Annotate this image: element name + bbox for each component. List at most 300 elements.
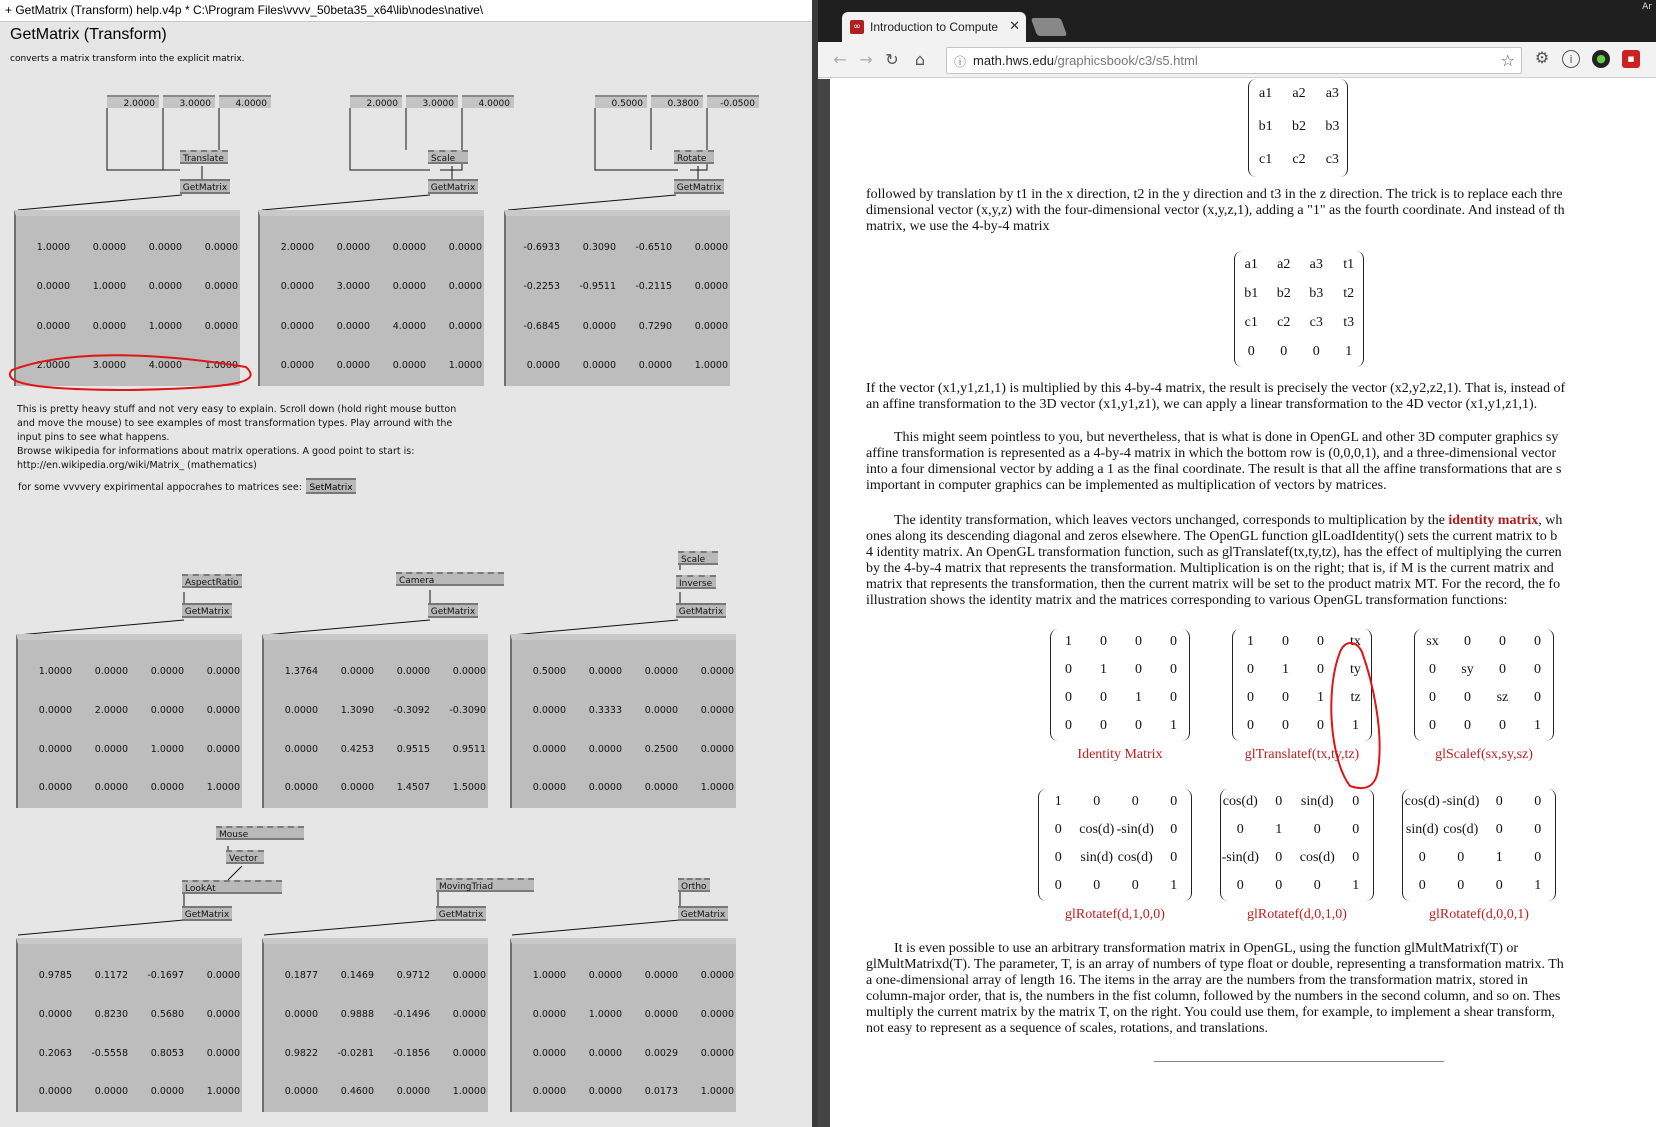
back-arrow-icon[interactable]: ← (833, 50, 847, 69)
matrix-cell: 0 (1236, 822, 1244, 837)
matrix-cell: 0.0000 (150, 782, 184, 794)
text-line: glMultMatrixd(T). The parameter, T, is an array of numbers of type float or double, representing a transformation matrix. Th (866, 957, 1564, 972)
matrix-cell: 0.4600 (340, 1086, 374, 1098)
matrix-cell: b1 (1244, 285, 1259, 301)
matrix-cell: 0.0000 (92, 242, 126, 253)
matrix-cell: 0.0000 (340, 782, 374, 794)
matrix-cell: 0 (1313, 822, 1321, 837)
text-line: matrix, we use the 4-by-4 matrix (866, 219, 1050, 234)
matrix-cell: -0.3092 (393, 704, 430, 716)
paragraph (866, 187, 1656, 235)
text-line: matrix that represents the transformation, then the current matrix will be set to the product matrix MT. For the record, the fo (866, 577, 1561, 592)
matrix-cell: tz (1350, 690, 1361, 705)
matrix-cell: cos(d) (1079, 822, 1115, 837)
matrix-cell: 0.0000 (38, 782, 72, 794)
matrix-cell: 1.0000 (150, 743, 184, 755)
matrix-cell: 0.0000 (94, 782, 128, 794)
matrix-cell: 0.0000 (588, 743, 622, 755)
help-line: and move the mouse) to see examples of most transformation types. Play arround with the (17, 418, 453, 429)
lookat-node[interactable]: LookAt (182, 880, 282, 894)
vvvv-title-bar: + GetMatrix (Transform) help.v4p * C:\Program Files\vvvv_50beta35_x64\lib\nodes\native\ (0, 0, 818, 22)
matrix-cell: 0.0000 (392, 360, 426, 372)
matrix-cell: 0.0000 (336, 242, 370, 253)
getmatrix-node[interactable]: GetMatrix (674, 179, 724, 194)
matrix-cell: 0.0000 (582, 360, 616, 372)
matrix-cell: -0.0281 (337, 1047, 374, 1059)
matrix-cell: 0.0000 (694, 242, 728, 253)
matrix-cell: 1.0000 (452, 1086, 486, 1098)
matrix-cell: 1 (1345, 343, 1353, 359)
matrix-cell: a1 (1259, 86, 1273, 102)
text-line: ones along its descending diagonal and zeros elsewhere. The OpenGL function glLoadIdentity() sets the current matrix to b (866, 529, 1558, 544)
matrix-cell: 0 (1534, 794, 1542, 809)
getmatrix-node[interactable]: GetMatrix (678, 906, 728, 921)
rotate-pitch-input[interactable]: 0.5000 (595, 95, 647, 108)
matrix-cell: 0.0000 (700, 666, 734, 677)
matrix-cell: 0.0000 (150, 666, 184, 677)
matrix-cell: 0.0000 (36, 281, 70, 293)
matrix-cell: 1.0000 (204, 360, 238, 372)
matrix-cell: 0 (1282, 690, 1289, 705)
matrix-cell: 0.0000 (94, 666, 128, 677)
paragraph (866, 430, 1656, 494)
getmatrix-node[interactable]: GetMatrix (428, 603, 478, 618)
text-line: column-major order, that is, the numbers in the fist column, followed by the numbers in the second column, and so on. Thes (866, 989, 1561, 1004)
browser-window (818, 0, 1656, 1127)
matrix-cell: 0 (1534, 822, 1542, 837)
translate-x-input[interactable]: 2.0000 (107, 95, 159, 108)
matrix-cell: 1 (1352, 718, 1359, 733)
matrix-cell: 0.1469 (340, 970, 374, 981)
translate-matrix-figure (1232, 629, 1372, 741)
matrix-cell: 0 (1534, 850, 1542, 865)
matrix-cell: 0.0029 (644, 1047, 678, 1059)
figure-caption: glRotatef(d,0,1,0) (1247, 907, 1347, 922)
matrix-cell: 1.0000 (700, 1086, 734, 1098)
matrix-cell: 0 (1054, 850, 1062, 865)
matrix-cell: 0.0000 (336, 320, 370, 332)
rotate-yaw-input[interactable]: 0.3800 (651, 95, 703, 108)
matrix-cell: -0.5558 (91, 1047, 128, 1059)
extension-badge-icon[interactable]: ▪ (1622, 50, 1640, 68)
text-line: dimensional vector (x,y,z) with the four-dimensional vector (x,y,z,1), adding a "1" as the fourth coordinate. And instead of th (866, 203, 1565, 218)
matrix-cell: 1.0000 (694, 360, 728, 372)
matrix-cell: 0 (1534, 634, 1541, 649)
matrix-cell: b2 (1291, 119, 1306, 134)
forward-arrow-icon[interactable]: → (859, 50, 873, 69)
text-line: multiply the current matrix by the matrix T, on the right. You could use them, for example, to implement a shear transform, (866, 1005, 1555, 1020)
matrix-cell: sy (1461, 662, 1474, 677)
figure-caption: glTranslatef(tx,ty,tz) (1244, 747, 1360, 762)
movingtriad-node[interactable]: MovingTriad (436, 878, 534, 892)
matrix-cell: 0.0000 (38, 1086, 72, 1098)
matrix-cell: 0.0000 (532, 743, 566, 755)
matrix-cell: 0 (1317, 718, 1324, 733)
matrix-cell: t2 (1343, 285, 1355, 301)
ortho-node[interactable]: Ortho (678, 878, 710, 892)
matrix-cell: 0.0000 (532, 704, 566, 716)
matrix-display-translate (14, 210, 240, 386)
matrix-cell: 0.1877 (284, 970, 318, 981)
matrix-cell: 1.3764 (284, 666, 318, 677)
matrix-cell: -0.6845 (523, 320, 560, 332)
matrix-cell: 4.0000 (392, 320, 426, 332)
getmatrix-node[interactable]: GetMatrix (182, 603, 232, 618)
matrix-cell: 0 (1135, 634, 1142, 649)
matrix-cell: 0 (1429, 718, 1436, 733)
patch-subtitle: converts a matrix transform into the explicit matrix. (10, 54, 245, 64)
matrix-cell: 0 (1499, 662, 1506, 677)
identity-matrix-link[interactable]: identity matrix (1448, 513, 1539, 528)
matrix-cell: 0.0000 (148, 281, 182, 293)
matrix-cell: 4.0000 (148, 360, 182, 372)
text-line: 4 identity matrix. An OpenGL transformation function, such as glTranslatef(tx,ty,tz), has the effect of multiplying the curren (866, 545, 1562, 560)
vertical-scrollbar[interactable] (818, 79, 830, 1127)
figure-caption: glRotatef(d,1,0,0) (1065, 907, 1165, 922)
gear-icon[interactable]: ⚙ (1534, 48, 1550, 67)
tab-strip (818, 0, 1656, 42)
matrix-cell: 0 (1317, 662, 1324, 677)
matrix-cell: 0 (1495, 822, 1503, 837)
matrix-cell: -0.1697 (147, 970, 184, 981)
matrix-cell: 0 (1275, 878, 1283, 893)
matrix-cell: 0.0000 (588, 782, 622, 794)
rotate-roll-input[interactable]: -0.0500 (707, 95, 759, 108)
matrix-cell: cos(d) (1404, 794, 1440, 809)
scale-y-input[interactable]: 3.0000 (406, 95, 458, 108)
identity-matrix-figure (1050, 629, 1190, 741)
matrix-cell: -0.1496 (393, 1008, 430, 1020)
matrix-cell: 0.0000 (206, 1008, 240, 1020)
figure-caption: glScalef(sx,sy,sz) (1435, 747, 1533, 762)
matrix-cell: 0.8230 (94, 1008, 128, 1020)
matrix-cell: 0.5000 (532, 666, 566, 677)
text-line: not easy to represent as a sequence of scales, rotations, and translations. (866, 1021, 1268, 1036)
matrix-cell: 1 (1135, 690, 1142, 705)
rotate-z-matrix-figure (1402, 789, 1556, 901)
matrix-display-ortho (510, 938, 736, 1112)
reload-icon[interactable]: ↻ (885, 50, 899, 69)
matrix-cell: -0.6510 (635, 242, 672, 253)
matrix-cell: 0.0000 (700, 1047, 734, 1059)
matrix-cell: 1.0000 (532, 970, 566, 981)
divider (1154, 1061, 1444, 1062)
text-line: followed by translation by t1 in the x direction, t2 in the y direction and t3 in the z direction. The trick is to replace each thre (866, 187, 1563, 202)
matrix-cell: 0 (1352, 822, 1360, 837)
new-tab-button[interactable] (1031, 18, 1068, 36)
matrix-cell: 0.0000 (206, 970, 240, 981)
matrix-cell: -0.1856 (393, 1047, 430, 1059)
vector-node[interactable]: Vector (226, 850, 264, 864)
matrix-cell: 0.0000 (396, 666, 430, 677)
bookmark-star-icon[interactable]: ☆ (1500, 51, 1515, 70)
matrix-cell: 1.0000 (36, 242, 70, 253)
help-line: This is pretty heavy stuff and not very easy to explain. Scroll down (hold right mouse button (17, 404, 457, 415)
matrix-cell: 0 (1170, 822, 1178, 837)
matrix-cell: 0 (1275, 850, 1283, 865)
matrix-cell: 0 (1429, 690, 1436, 705)
close-icon[interactable]: ✕ (1009, 19, 1020, 34)
matrix-cell: 0.0000 (38, 704, 72, 716)
rotate-node[interactable]: Rotate (674, 150, 714, 164)
matrix-cell: 0.0000 (452, 1008, 486, 1020)
mouse-node[interactable]: Mouse (216, 826, 304, 840)
matrix-cell: 0.0000 (280, 360, 314, 372)
matrix-cell: 0 (1236, 878, 1244, 893)
matrix-cell: t3 (1343, 314, 1355, 330)
matrix-cell: 0.0000 (280, 281, 314, 293)
extension-globe-icon[interactable]: ● (1592, 50, 1610, 68)
matrix-cell: 0.0000 (588, 970, 622, 981)
matrix-cell: 0 (1170, 662, 1177, 677)
scale-node[interactable]: Scale (678, 551, 718, 565)
matrix-cell: 0 (1131, 878, 1139, 893)
matrix-cell: 0 (1280, 343, 1288, 359)
profile-label[interactable]: Ar (1642, 2, 1652, 12)
matrix-display-lookat (16, 938, 242, 1112)
info-icon[interactable]: ⓘ (954, 55, 967, 69)
matrix-cell: -0.2115 (635, 281, 672, 293)
matrix-cell: 0 (1282, 634, 1289, 649)
matrix-cell: 0 (1457, 850, 1465, 865)
matrix-cell: 0.0000 (92, 320, 126, 332)
matrix-cell: a1 (1244, 256, 1258, 272)
matrix-cell: 0 (1499, 634, 1506, 649)
matrix-cell: b2 (1276, 285, 1291, 301)
matrix-cell: 0.0000 (206, 1047, 240, 1059)
scale-z-input[interactable]: 4.0000 (462, 95, 514, 108)
matrix-cell: 0.0000 (452, 970, 486, 981)
extension-info-icon[interactable]: i (1562, 50, 1580, 68)
aspectratio-node[interactable]: AspectRatio (182, 574, 242, 588)
matrix-cell: 1.3090 (340, 704, 374, 716)
matrix-display-rotate (504, 210, 730, 386)
inverse-node[interactable]: Inverse (676, 575, 716, 589)
matrix-cell: 1.0000 (206, 782, 240, 794)
matrix-cell: b1 (1258, 119, 1273, 134)
matrix-cell: 1 (1534, 718, 1541, 733)
matrix-cell: 0 (1100, 690, 1107, 705)
rotate-x-matrix-figure (1038, 789, 1192, 901)
matrix-cell: -0.6933 (523, 242, 560, 253)
matrix-cell: 0.0000 (644, 1008, 678, 1020)
scale-node[interactable]: Scale (428, 150, 468, 164)
matrix-cell: 2.0000 (94, 704, 128, 716)
matrix-cell: 0 (1247, 343, 1255, 359)
text-line: into a four dimensional vector by adding a 1 as the final coordinate. The result is that all the affine transformations that are s (866, 462, 1562, 477)
patch-title: GetMatrix (Transform) (10, 26, 167, 43)
matrix-cell: 0.0000 (284, 1008, 318, 1020)
matrix-cell: 1 (1275, 822, 1283, 837)
matrix-cell: 0.0000 (38, 743, 72, 755)
getmatrix-node[interactable]: GetMatrix (180, 179, 230, 194)
tab-title: Introduction to Compute (870, 20, 999, 34)
camera-node[interactable]: Camera (396, 572, 504, 586)
matrix-cell: 1 (1495, 850, 1503, 865)
matrix-cell: 0.0000 (284, 782, 318, 794)
tab-active[interactable] (842, 12, 1026, 42)
matrix-cell: 0 (1352, 850, 1360, 865)
matrix-cell: a3 (1325, 86, 1339, 102)
matrix-cell: 0 (1100, 718, 1107, 733)
matrix-cell: 0 (1429, 662, 1436, 677)
matrix-cell: 0.0000 (94, 743, 128, 755)
vvvv-window (0, 0, 818, 1127)
matrix-cell: 0.9515 (396, 743, 430, 755)
matrix-cell: 0.0000 (644, 782, 678, 794)
matrix-cell: 1.0000 (38, 666, 72, 677)
matrix-cell: a3 (1309, 256, 1323, 272)
matrix-display-scale (258, 210, 484, 386)
matrix-cell: 0.0000 (280, 320, 314, 332)
text-line: a one-dimensional array of length 16. The items in the array are the numbers from the transformation matrix, stored in (866, 973, 1528, 988)
matrix-cell: 1.0000 (700, 782, 734, 794)
matrix-cell: 1.0000 (92, 281, 126, 293)
matrix-cell: 0.0000 (644, 666, 678, 677)
matrix-cell: 0 (1247, 662, 1254, 677)
matrix-cell: 0 (1170, 850, 1178, 865)
matrix-cell: 0.0000 (36, 320, 70, 332)
matrix-cell: 0.0000 (694, 281, 728, 293)
matrix-cell: tx (1350, 634, 1361, 649)
matrix-cell: 1 (1317, 690, 1324, 705)
matrix-cell: -0.2253 (523, 281, 560, 293)
matrix-cell: c3 (1309, 314, 1323, 330)
text-line: This might seem pointless to you, but nevertheless, that is what is done in OpenGL and other 3D computer graphics sy (894, 430, 1559, 445)
matrix-cell: 0.0000 (150, 704, 184, 716)
matrix-cell: 0.1172 (94, 970, 128, 981)
matrix-cell: 0 (1495, 878, 1503, 893)
matrix-cell: 0.0000 (206, 743, 240, 755)
matrix-cell: 0.3090 (582, 242, 616, 253)
matrix-cell: cos(d) (1222, 794, 1258, 809)
setmatrix-node[interactable]: SetMatrix (306, 478, 356, 494)
matrix-cell: cos(d) (1117, 850, 1153, 865)
text-line: It is even possible to use an arbitrary transformation matrix in OpenGL, using the function glMultMatrixf(T) or (894, 941, 1519, 956)
matrix-cell: sz (1496, 690, 1509, 705)
matrix-cell: b3 (1309, 285, 1324, 301)
matrix-cell: 0.0000 (700, 1008, 734, 1020)
matrix-cell: 0.0000 (694, 320, 728, 332)
matrix-cell: 0 (1054, 822, 1062, 837)
matrix-cell: 0.0000 (526, 360, 560, 372)
matrix-cell: 0 (1352, 794, 1360, 809)
matrix-cell: 0 (1065, 662, 1072, 677)
matrix-display-inverse (510, 634, 736, 808)
matrix-cell: 0 (1464, 690, 1471, 705)
matrix-cell: -0.9511 (579, 281, 616, 293)
help-line: input pins to see what happens. (17, 432, 170, 443)
text-line: an affine transformation to the 3D vector (x1,y1,z1), we can apply a linear transformation to the 4D vector (x1,y1,z1,1). (866, 397, 1538, 412)
paragraph (866, 941, 1656, 1037)
matrix-cell: cos(d) (1443, 822, 1479, 837)
matrix-cell: 0.3333 (588, 704, 622, 716)
matrix-cell: 0 (1054, 878, 1062, 893)
matrix-cell: sin(d) (1300, 794, 1334, 809)
matrix-cell: 0.0000 (452, 1047, 486, 1059)
matrix-cell: 0.0000 (448, 281, 482, 293)
matrix-cell: 0.0000 (532, 1047, 566, 1059)
matrix-cell: 0.0000 (392, 242, 426, 253)
figure-caption: Identity Matrix (1077, 747, 1163, 762)
text-line (866, 513, 1656, 529)
getmatrix-node[interactable]: GetMatrix (436, 906, 486, 921)
matrix-cell: 0.0000 (638, 360, 672, 372)
url-host: math.hws.edu (973, 53, 1054, 68)
matrix-cell: 0.0000 (148, 242, 182, 253)
matrix-cell: 0 (1275, 794, 1283, 809)
matrix-cell: 0.7290 (638, 320, 672, 332)
matrix-cell: 0.0000 (448, 242, 482, 253)
matrix-cell: 0 (1418, 850, 1426, 865)
getmatrix-node[interactable]: GetMatrix (182, 906, 232, 921)
matrix-cell: 1.0000 (448, 360, 482, 372)
matrix-cell: 0.0000 (644, 704, 678, 716)
matrix-cell: 1 (1282, 662, 1289, 677)
matrix-cell: 0.9511 (452, 743, 486, 755)
matrix-cell: 0 (1464, 634, 1471, 649)
matrix-cell: 0 (1313, 878, 1321, 893)
matrix-cell: 0.0000 (588, 1047, 622, 1059)
page-content (818, 79, 1656, 1127)
matrix-cell: 0 (1065, 718, 1072, 733)
matrix-cell: 0 (1247, 718, 1254, 733)
matrix-cell: c3 (1325, 151, 1339, 167)
matrix-cell: 0 (1312, 343, 1320, 359)
matrix-cell: 0.0000 (340, 666, 374, 677)
matrix-cell: 0 (1135, 718, 1142, 733)
matrix-cell: 0.9712 (396, 970, 430, 981)
matrix-cell: b3 (1325, 119, 1340, 134)
matrix-cell: sin(d) (1080, 850, 1114, 865)
getmatrix-node[interactable]: GetMatrix (428, 179, 478, 194)
matrix-cell: 0.0000 (284, 1086, 318, 1098)
translate-z-input[interactable]: 4.0000 (219, 95, 271, 108)
matrix-cell: 0.0000 (284, 704, 318, 716)
matrix-cell: 0.0000 (644, 970, 678, 981)
matrix-cell: 0.5680 (150, 1008, 184, 1020)
address-bar[interactable] (946, 47, 1522, 74)
text-line: If the vector (x1,y1,z1,1) is multiplied by this 4-by-4 matrix, the result is precisely the vector (x2,y2,z2,1). That is, instead of (866, 381, 1566, 396)
matrix-cell: 0.0000 (94, 1086, 128, 1098)
matrix-cell: 0.0000 (392, 281, 426, 293)
matrix-cell: 1 (1054, 794, 1062, 809)
translate-y-input[interactable]: 3.0000 (163, 95, 215, 108)
matrix-cell: 0 (1170, 794, 1178, 809)
matrix-cell: 0.9888 (340, 1008, 374, 1020)
matrix-cell: 0 (1317, 634, 1324, 649)
experimental-label: for some vvvvery expirimental appocrahes to matrices see: (18, 482, 302, 493)
home-icon[interactable]: ⌂ (914, 50, 926, 69)
matrix-cell: 0 (1170, 634, 1177, 649)
matrix-cell: 0.0000 (204, 242, 238, 253)
matrix-cell: 0.0000 (204, 281, 238, 293)
text-line: affine transformation is represented as a 4-by-4 matrix in which the bottom row is (0,0,0,1), and a three-dimensional vector (866, 446, 1557, 461)
matrix-cell: ty (1350, 662, 1361, 677)
getmatrix-node[interactable]: GetMatrix (676, 603, 726, 618)
matrix-cell: 1.4507 (396, 782, 430, 794)
matrix-cell: 0 (1131, 794, 1139, 809)
matrix-cell: 3.0000 (336, 281, 370, 293)
matrix-cell: sin(d) (1405, 822, 1439, 837)
matrix-cell: 0 (1135, 662, 1142, 677)
scale-x-input[interactable]: 2.0000 (350, 95, 402, 108)
matrix-cell: 0 (1093, 878, 1101, 893)
matrix-3x3 (1248, 79, 1348, 177)
matrix-4x4 (1234, 251, 1364, 367)
matrix-display-aspectratio (16, 634, 242, 808)
translate-node[interactable]: Translate (180, 150, 228, 164)
